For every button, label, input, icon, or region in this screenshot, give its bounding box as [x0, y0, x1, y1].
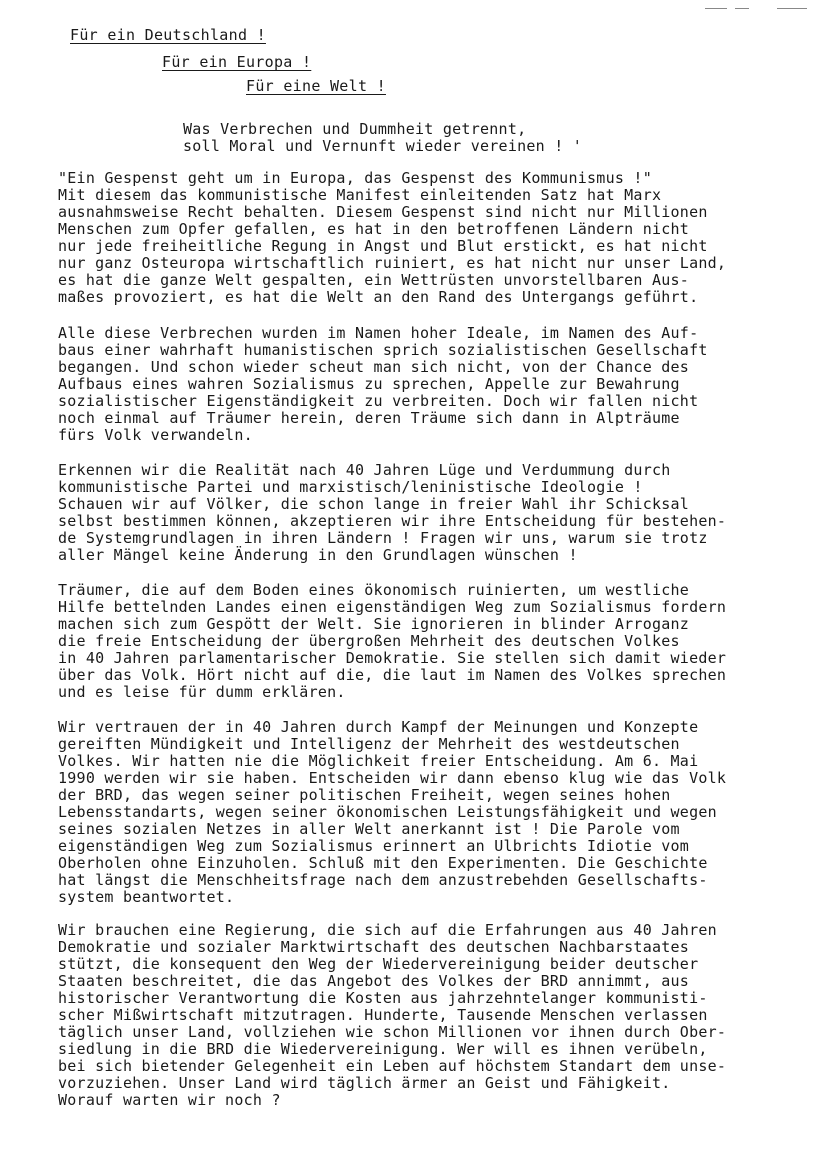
text-line: system beantwortet. [58, 888, 235, 906]
text-line: und es leise für dumm erklären. [58, 683, 346, 701]
text-line: Träumer, die auf dem Boden eines ökonomisch ruinierten, um westliche [58, 581, 690, 599]
text-line: Wir vertrauen der in 40 Jahren durch Kampf der Meinungen und Konzepte [58, 718, 699, 736]
motto-line: soll Moral und Vernunft wieder vereinen ! ' [183, 137, 583, 155]
text-line: Mit diesem das kommunistische Manifest einleitenden Satz hat Marx [58, 186, 662, 204]
text-line: Demokratie und sozialer Marktwirtschaft des deutschen Nachbarstaates [58, 938, 690, 956]
motto-line: Was Verbrechen und Dummheit getrennt, [183, 120, 527, 138]
text-line: "Ein Gespenst geht um in Europa, das Gespenst des Kommunismus !" [58, 169, 652, 187]
text-line: siedlung in die BRD die Wiedervereinigung. Wer will es ihnen verübeln, [58, 1040, 708, 1058]
text-line: Lebensstandarts, wegen seiner ökonomischen Leistungsfähigkeit und wegen [58, 803, 717, 821]
text-line: täglich unser Land, vollziehen wie schon Millionen vor ihnen durch Ober- [58, 1023, 727, 1041]
heading-europe: Für ein Europa ! [162, 53, 312, 71]
text-line: Erkennen wir die Realität nach 40 Jahren Lüge und Verdummung durch [58, 461, 671, 479]
text-line: Menschen zum Opfer gefallen, es hat in den betroffenen Ländern nicht [58, 220, 690, 238]
heading-world: Für eine Welt ! [246, 77, 386, 95]
text-line: Wir brauchen eine Regierung, die sich auf die Erfahrungen aus 40 Jahren [58, 921, 717, 939]
text-line: maßes provoziert, es hat die Welt an den Rand des Untergangs geführt. [58, 288, 699, 306]
text-line: gereiften Mündigkeit und Intelligenz der Mehrheit des westdeutschen [58, 735, 680, 753]
text-line: Oberholen ohne Einzuholen. Schluß mit den Experimenten. Die Geschichte [58, 854, 708, 872]
text-line: de Systemgrundlagen in ihren Ländern ! Fragen wir uns, warum sie trotz [58, 529, 708, 547]
text-line: eigenständigen Weg zum Sozialismus erinnert an Ulbrichts Idiotie vom [58, 837, 690, 855]
text-line: begangen. Und schon wieder scheut man sich nicht, von der Chance des [58, 358, 690, 376]
paragraph-3 [58, 462, 827, 564]
text-line: 1990 werden wir sie haben. Entscheiden wir dann ebenso klug wie das Volk [58, 769, 727, 787]
text-line: historischer Verantwortung die Kosten aus jahrzehntelanger kommunisti- [58, 989, 708, 1007]
text-line: Schauen wir auf Völker, die schon lange in freier Wahl ihr Schicksal [58, 495, 690, 513]
text-line: es hat die ganze Welt gespalten, ein Wettrüsten unvorstellbaren Aus- [58, 271, 690, 289]
text-line: in 40 Jahren parlamentarischer Demokratie. Sie stellen sich damit wieder [58, 649, 727, 667]
text-line: selbst bestimmen können, akzeptieren wir ihre Entscheidung für bestehen- [58, 512, 727, 530]
text-line: Staaten beschreitet, die das Angebot des Volkes der BRD annimmt, aus [58, 972, 690, 990]
text-line: stützt, die konsequent den Weg der Wiedervereinigung beider deutscher [58, 955, 699, 973]
paragraph-5 [58, 719, 827, 906]
paragraph-2 [58, 325, 827, 444]
text-line: die freie Entscheidung der übergroßen Mehrheit des deutschen Volkes [58, 632, 680, 650]
text-line: nur ganz Osteuropa wirtschaftlich ruiniert, es hat nicht nur unser Land, [58, 254, 727, 272]
text-line: Worauf warten wir noch ? [58, 1091, 281, 1109]
paragraph-4 [58, 582, 827, 701]
heading-germany: Für ein Deutschland ! [70, 26, 266, 44]
text-line: fürs Volk verwandeln. [58, 426, 253, 444]
text-line: nur jede freiheitliche Regung in Angst und Blut erstickt, es hat nicht [58, 237, 708, 255]
text-line: noch einmal auf Träumer herein, deren Träume sich dann in Alpträume [58, 409, 680, 427]
text-line: Volkes. Wir hatten nie die Möglichkeit freier Entscheidung. Am 6. Mai [58, 752, 699, 770]
text-line: der BRD, das wegen seiner politischen Freiheit, wegen seines hohen [58, 786, 671, 804]
paragraph-6 [58, 922, 827, 1109]
text-line: ausnahmsweise Recht behalten. Diesem Gespenst sind nicht nur Millionen [58, 203, 708, 221]
text-line: baus einer wahrhaft humanistischen sprich sozialistischen Gesellschaft [58, 341, 708, 359]
text-line: sozialistischer Eigenständigkeit zu verbreiten. Doch wir fallen nicht [58, 392, 699, 410]
text-line: Aufbaus eines wahren Sozialismus zu sprechen, Appelle zur Bewahrung [58, 375, 680, 393]
text-line: Hilfe bettelnden Landes einen eigenständigen Weg zum Sozialismus fordern [58, 598, 727, 616]
text-line: Alle diese Verbrechen wurden im Namen hoher Ideale, im Namen des Auf- [58, 324, 699, 342]
text-line: hat längst die Menschheitsfrage nach dem anzustrebehden Gesellschafts- [58, 871, 708, 889]
motto [183, 121, 582, 155]
text-line: seines sozialen Netzes in aller Welt anerkannt ist ! Die Parole vom [58, 820, 680, 838]
text-line: machen sich zum Gespött der Welt. Sie ignorieren in blinder Arroganz [58, 615, 690, 633]
text-line: über das Volk. Hört nicht auf die, die laut im Namen des Volkes sprechen [58, 666, 727, 684]
text-line: aller Mängel keine Änderung in den Grundlagen wünschen ! [58, 546, 578, 564]
text-line: bei sich bietender Gelegenheit ein Leben auf höchstem Standart dem unse- [58, 1057, 727, 1075]
text-line: scher Mißwirtschaft mitzutragen. Hunderte, Tausende Menschen verlassen [58, 1006, 708, 1024]
paragraph-1 [58, 170, 827, 306]
text-line: kommunistische Partei und marxistisch/leninistische Ideologie ! [58, 478, 643, 496]
text-line: vorzuziehen. Unser Land wird täglich ärmer an Geist und Fähigkeit. [58, 1074, 671, 1092]
scan-marks [627, 0, 827, 20]
